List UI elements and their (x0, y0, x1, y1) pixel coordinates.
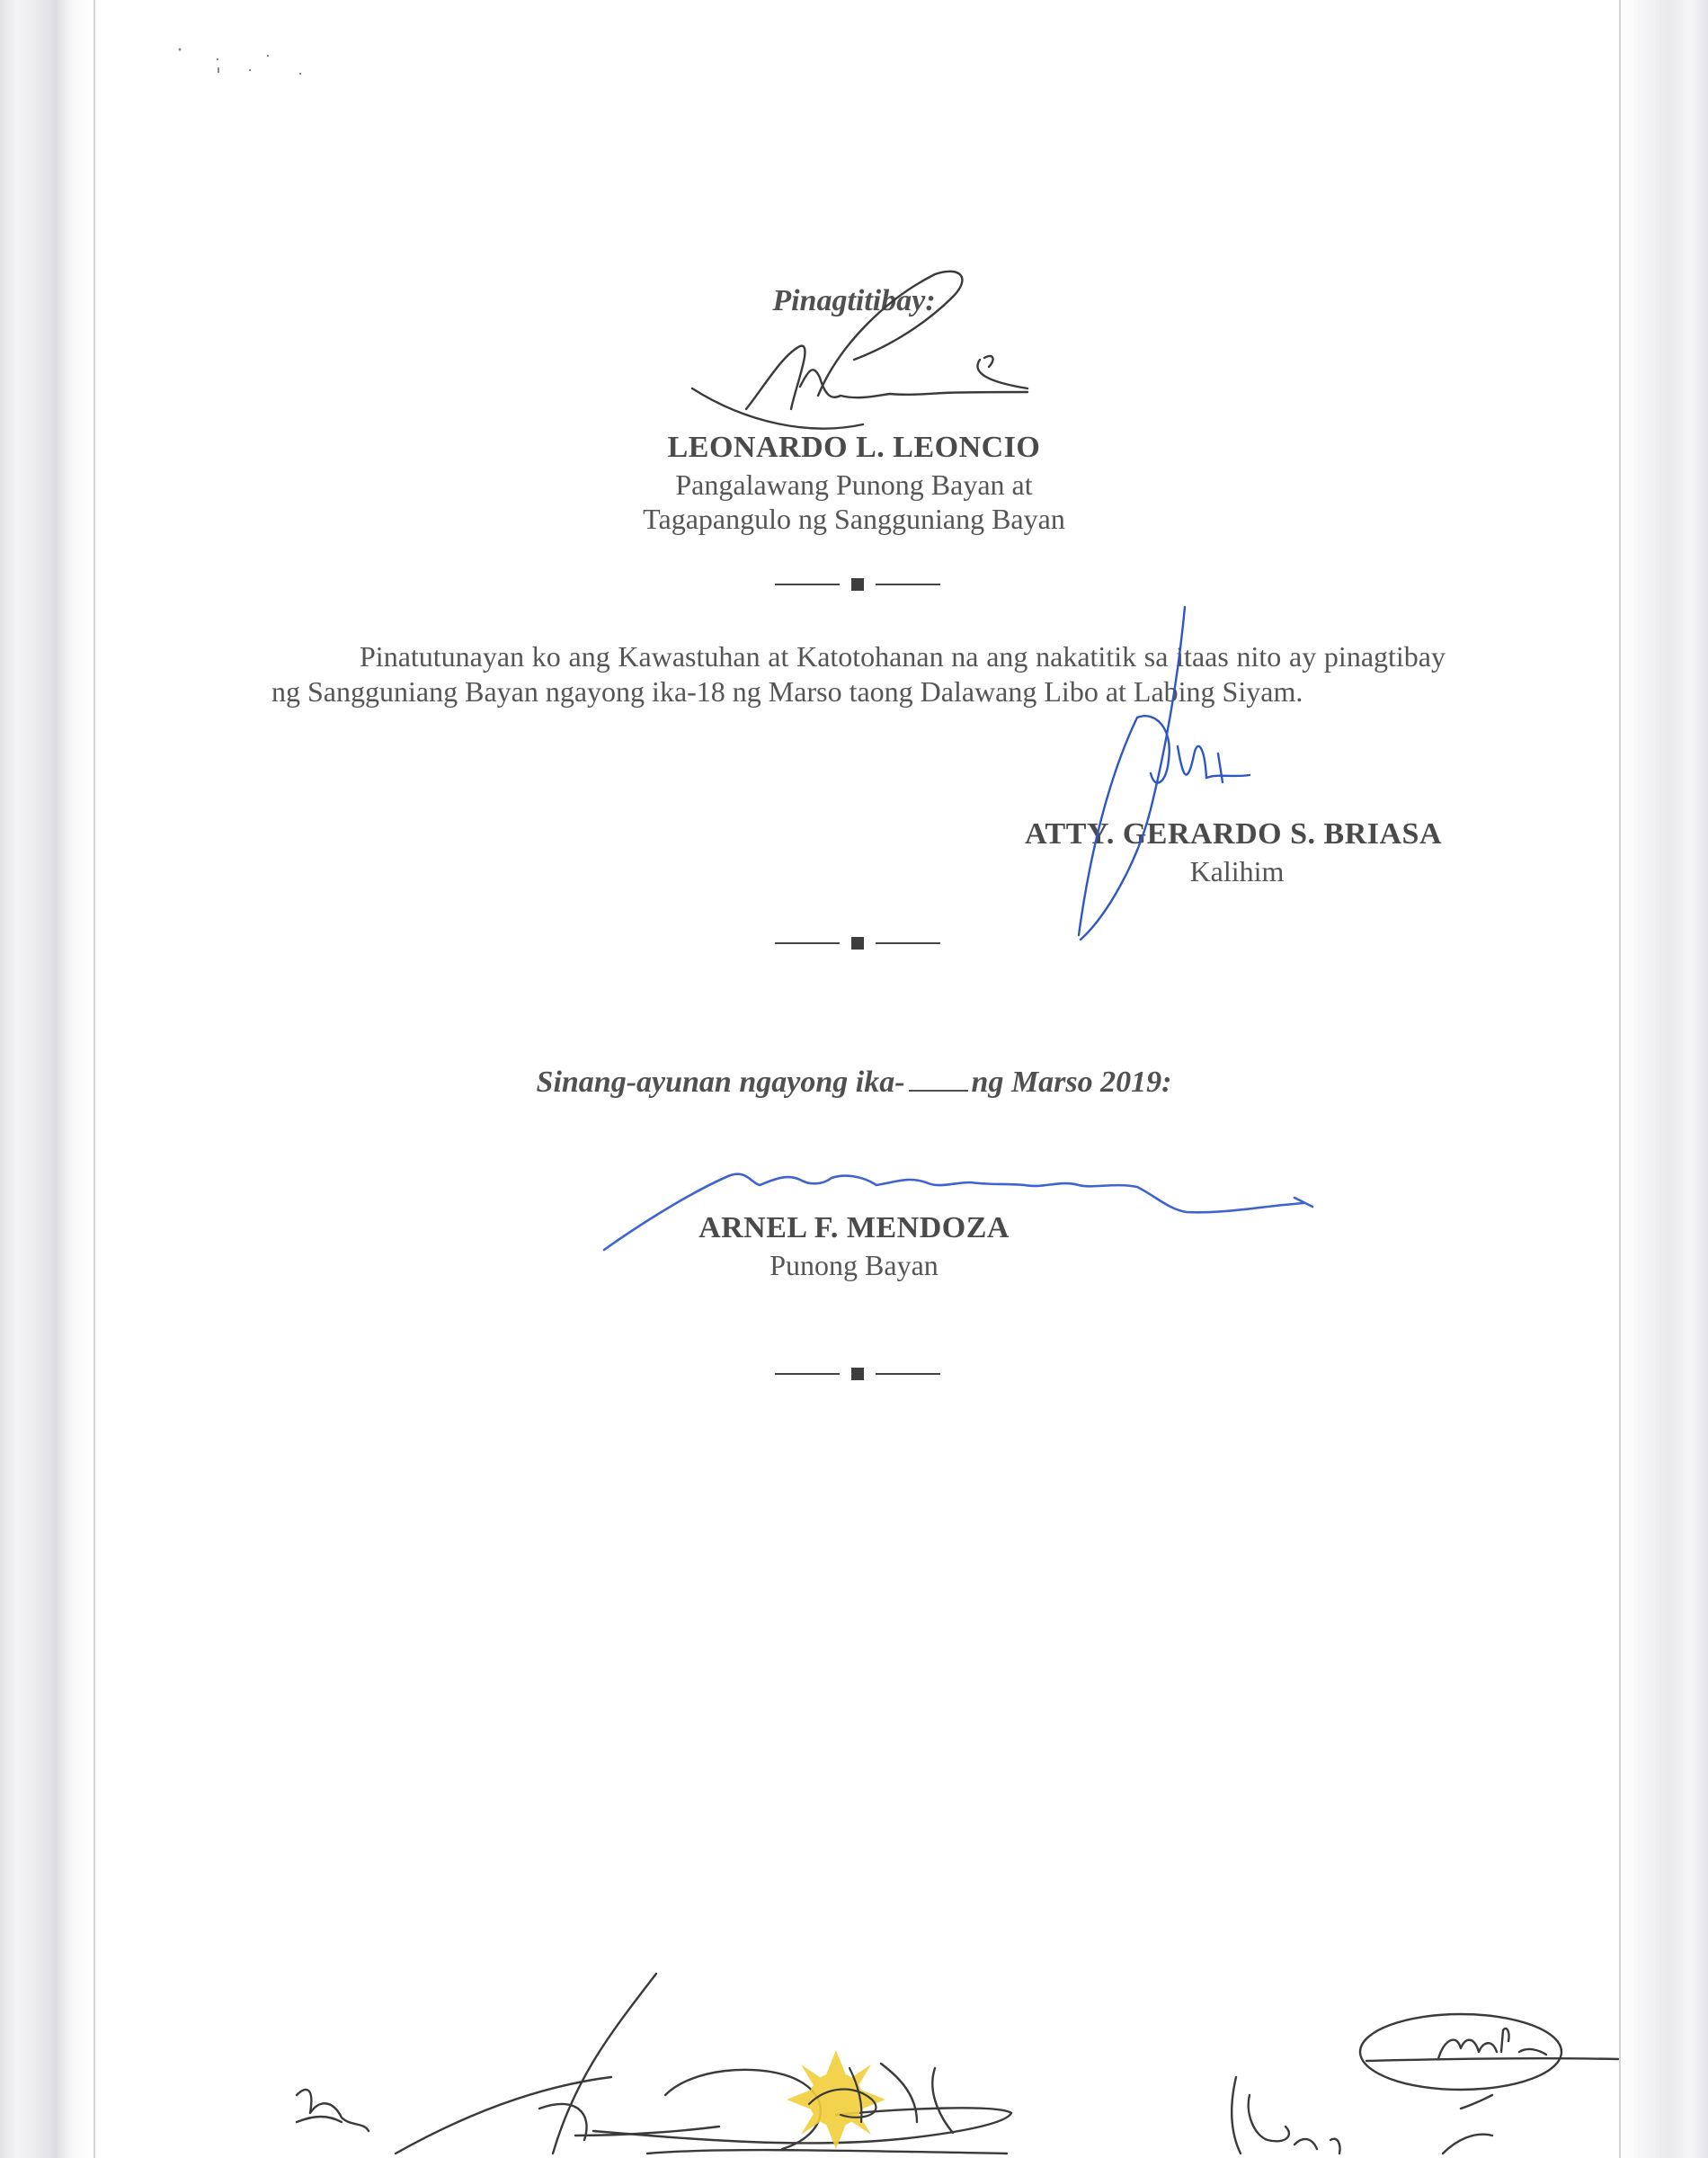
scan-specks (179, 49, 302, 76)
council-signatures (297, 1974, 1618, 2154)
approval-heading: Pinagtitibay: (772, 284, 936, 317)
concurrence-signatory-name: ARNEL F. MENDOZA (698, 1211, 1010, 1244)
mendoza-signature (604, 1174, 1312, 1250)
briasa-signature (1079, 607, 1250, 940)
certification-text: Pinatutunayan ko ang Kawastuhan at Katotohanan na ang nakatitik sa itaas nito ay pinagtibay ng Sangguniang Bayan ngayong ika-18 ng Marso taong Dalawang Libo at Labing Siyam. (271, 640, 1446, 708)
approval-title-line1: Pangalawang Punong Bayan at (675, 468, 1033, 501)
concurrence-heading-end: ng Marso 2019: (971, 1066, 1172, 1099)
certification-signatory-name: ATTY. GERARDO S. BRIASA (1025, 817, 1442, 851)
certification-signatory-title: Kalihim (1189, 855, 1285, 887)
concurrence-heading-start: Sinang-ayunan ngayong ika- (536, 1066, 905, 1099)
leoncio-signature (692, 272, 1027, 429)
approval-signatory-name: LEONARDO L. LEONCIO (667, 431, 1041, 464)
concurrence-signatory-title: Punong Bayan (769, 1249, 939, 1281)
approval-title-line2: Tagapangulo ng Sangguniang Bayan (643, 503, 1065, 535)
